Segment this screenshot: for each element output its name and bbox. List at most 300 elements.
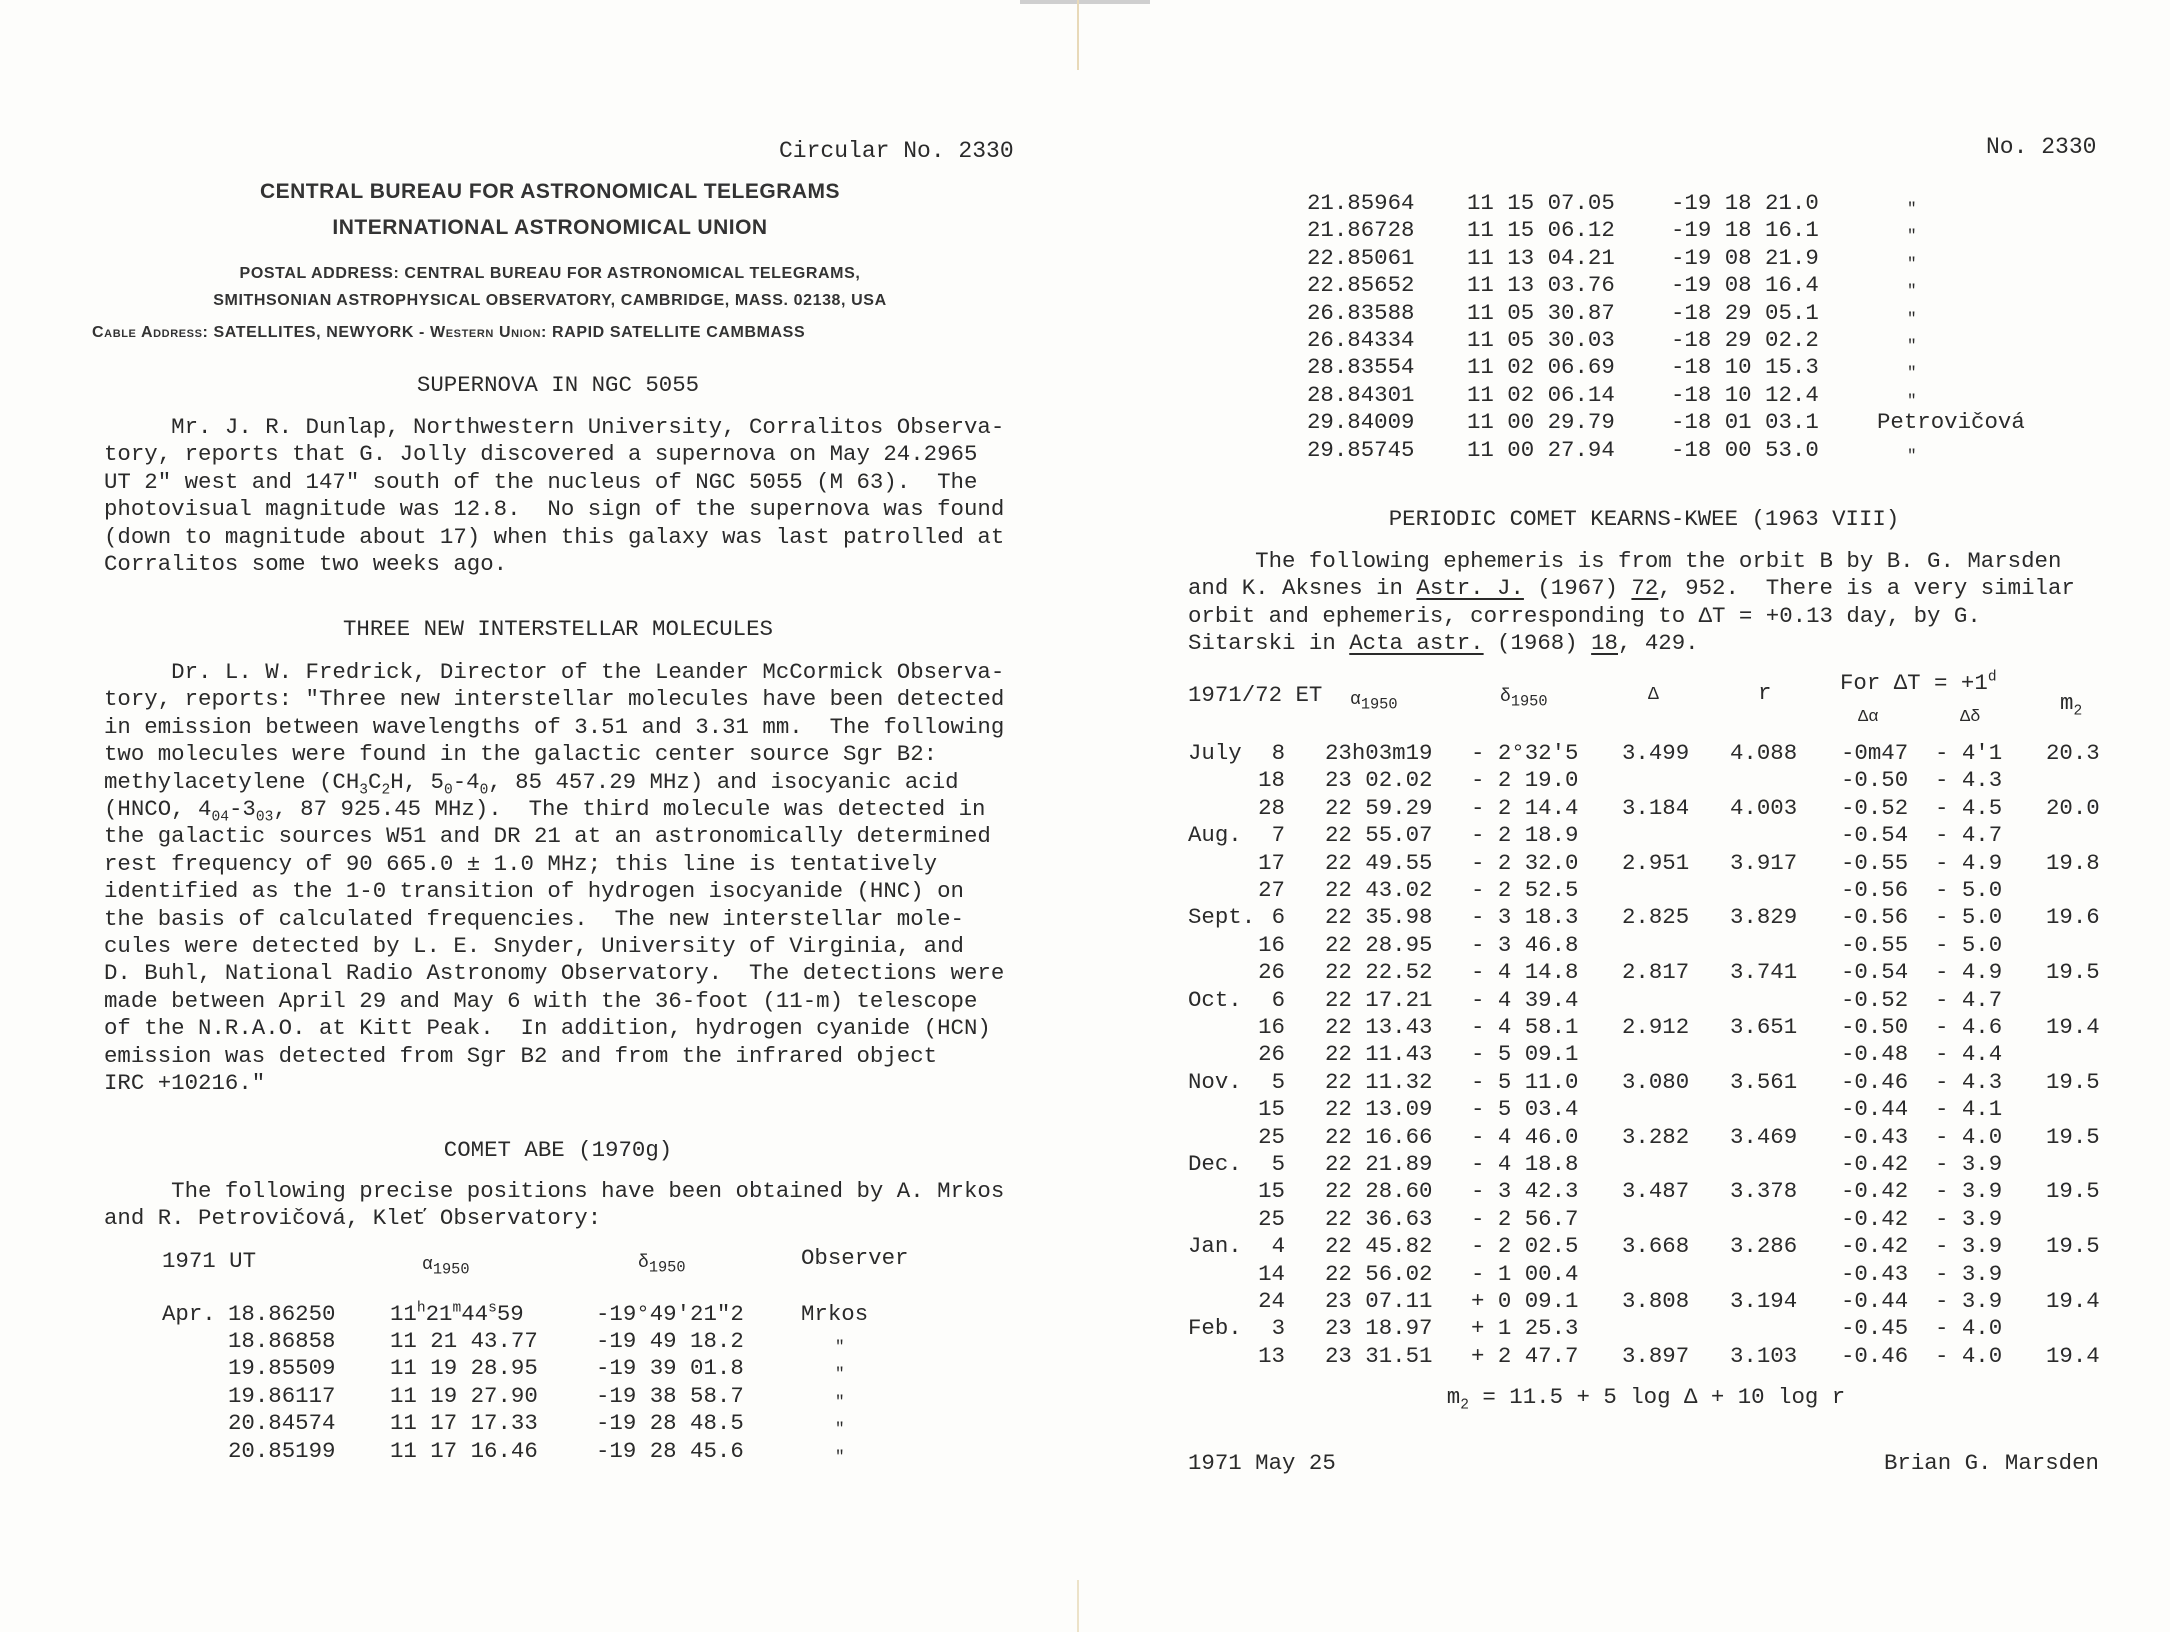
dec-cell: - 2 56.7 [1471, 1205, 1579, 1232]
delta-ra-cell: -0.56 [1841, 904, 1909, 931]
text-line: IRC +10216." [104, 1070, 266, 1097]
formula-line-methylacetylene [104, 768, 1004, 799]
month-cell: Aug. [1188, 822, 1242, 849]
text-line-with-citation [1188, 630, 2075, 657]
dec-cell: - 4 58.1 [1471, 1014, 1579, 1040]
col-header-ra [422, 1252, 470, 1279]
date-cell: 20.84574 [228, 1410, 336, 1437]
text-line: tory, reports that G. Jolly discovered a supernova on May 24.2965 [104, 441, 978, 468]
text-line: the galactic sources W51 and DR 21 at an astronomically determined [104, 823, 991, 850]
text-line-with-citation [1188, 575, 2075, 602]
ra-cell: 11 00 27.94 [1467, 436, 1615, 463]
day-cell: 26 [1258, 1041, 1285, 1068]
month-cell: Oct. [1188, 986, 1242, 1013]
dec-cell: - 4 39.4 [1471, 986, 1579, 1013]
magnitude-cell: 19.8 [2046, 849, 2100, 876]
ditto-mark: " [1907, 200, 1917, 218]
text-fragment: H, 5 [390, 768, 444, 795]
text-fragment: methylacetylene (CH [104, 768, 360, 795]
magnitude-cell: 20.0 [2046, 794, 2100, 821]
subscript: 04 [211, 809, 229, 826]
delta-ra-cell: -0.52 [1841, 986, 1909, 1013]
postal-address-line2: SMITHSONIAN ASTROPHYSICAL OBSERVATORY, CAMBRIDGE, MASS. 02138, USA [213, 292, 887, 309]
dec-cell: - 2 14.4 [1471, 794, 1579, 821]
magnitude-cell: 19.5 [2046, 1123, 2100, 1150]
day-cell: 16 [1258, 1014, 1285, 1040]
signature: Brian G. Marsden [1884, 1450, 2099, 1476]
month-cell: Feb. [1188, 1315, 1242, 1342]
delta-ra-cell: -0.50 [1841, 1014, 1909, 1040]
dec-cell: - 4 46.0 [1471, 1123, 1579, 1150]
magnitude-cell: 19.5 [2046, 1178, 2100, 1205]
delta-ra-cell: -0.56 [1841, 877, 1909, 903]
day-cell: 26 [1258, 959, 1285, 986]
day-cell: 8 [1271, 740, 1285, 766]
date-cell: 19.86117 [228, 1382, 336, 1409]
month-cell: Jan. [1188, 1233, 1242, 1260]
ra-cell: 22 49.55 [1325, 849, 1433, 876]
delta-dec-cell: - 3.9 [1935, 1260, 2003, 1287]
ra-minutes: 21 [425, 1301, 453, 1327]
ra-cell: 22 16.66 [1325, 1123, 1433, 1150]
ra-cell: 22 22.52 [1325, 959, 1433, 986]
geocentric-distance-cell: 3.808 [1622, 1288, 1690, 1314]
text-fragment: m [2060, 690, 2074, 716]
ra-cell: 11 13 03.76 [1467, 272, 1615, 299]
subscript: 2 [1460, 1397, 1469, 1414]
ra-cell: 11 19 27.90 [390, 1382, 538, 1409]
delta-ra-cell: -0.46 [1841, 1342, 1909, 1369]
dec-cell: -19 49 18.2 [596, 1328, 744, 1354]
alpha-symbol: α [1350, 690, 1361, 710]
ra-cell: 11 05 30.87 [1467, 299, 1615, 326]
delta-dec-cell: - 3.9 [1935, 1178, 2003, 1205]
heliocentric-distance-cell: 3.829 [1730, 904, 1798, 931]
delta-ra-cell: -0.54 [1841, 822, 1909, 849]
ditto-mark: " [835, 1338, 845, 1356]
month-cell: Dec. [1188, 1151, 1242, 1177]
col-header-r: r [1758, 680, 1772, 706]
ditto-mark: " [1907, 227, 1917, 246]
dec-cell: - 2 18.9 [1471, 822, 1579, 849]
day-cell: 28 [1258, 794, 1285, 821]
delta-dec-cell: - 4.0 [1935, 1123, 2003, 1150]
ra-fraction: 59 [496, 1301, 524, 1327]
ra-cell: 22 56.02 [1325, 1260, 1433, 1287]
ditto-mark: " [1907, 391, 1917, 410]
day-cell: 6 [1271, 904, 1285, 931]
journal-name: Astr. J. [1416, 575, 1524, 602]
dec-cell: - 4 18.8 [1471, 1151, 1579, 1177]
date-cell: 18.86858 [228, 1328, 336, 1354]
day-cell: 16 [1258, 931, 1285, 958]
delta-dec-cell: - 4.9 [1935, 959, 2003, 986]
delta-dec-cell: - 4.6 [1935, 1014, 2003, 1040]
subscript: 3 [359, 782, 369, 799]
dec-cell: - 3 42.3 [1471, 1178, 1579, 1205]
delta-dec-cell: - 4.7 [1935, 986, 2003, 1013]
delta-ra-cell: -0.55 [1841, 849, 1909, 876]
magnitude-cell: 19.5 [2046, 1068, 2100, 1095]
delta-ra-cell: -0.42 [1841, 1233, 1909, 1260]
dec-cell: - 5 11.0 [1471, 1068, 1579, 1095]
col-header-delta: Δ [1648, 685, 1659, 705]
text-line: UT 2" west and 147" south of the nucleus of NGC 5055 (M 63). The [104, 468, 978, 495]
ra-cell: 23 02.02 [1325, 767, 1433, 794]
delta-ra-cell: -0.44 [1841, 1096, 1909, 1123]
delta-dec-cell: - 5.0 [1935, 877, 2003, 903]
month-cell: Apr. [162, 1301, 216, 1327]
ra-cell: 22 13.09 [1325, 1096, 1433, 1123]
day-cell: 27 [1258, 877, 1285, 903]
ra-cell: 11 02 06.69 [1467, 354, 1615, 381]
dec-cell: - 2°32'5 [1471, 740, 1579, 766]
text-line: tory, reports: "Three new interstellar molecules have been detected [104, 686, 1005, 713]
dec-cell: -18 10 12.4 [1671, 381, 1819, 408]
magnitude-cell: 19.4 [2046, 1014, 2100, 1040]
dec-cell: -19 18 21.0 [1671, 190, 1819, 216]
magnitude-formula [1188, 1384, 2104, 1414]
text-line: of the N.R.A.O. at Kitt Peak. In addition, hydrogen cyanide (HCN) [104, 1015, 991, 1042]
date-cell: 22.85652 [1307, 272, 1415, 299]
page-fold [1077, 0, 1079, 70]
text-fragment: = 11.5 + 5 log Δ + 10 log r [1468, 1384, 1846, 1410]
col-header-date: 1971 UT [162, 1248, 257, 1274]
text-line: The following precise positions have been obtained by A. Mrkos [104, 1178, 1005, 1204]
dec-cell: -19 28 45.6 [596, 1437, 744, 1464]
molecules-heading: THREE NEW INTERSTELLAR MOLECULES [343, 616, 773, 642]
heliocentric-distance-cell: 3.651 [1730, 1014, 1798, 1040]
comet-abe-heading: COMET ABE (1970g) [443, 1137, 673, 1163]
col-header-dec [1500, 684, 1548, 711]
subscript: 0 [479, 782, 489, 799]
western-union-label: Western Union: [430, 324, 547, 341]
text-fragment: and K. Aksnes in [1188, 575, 1417, 602]
day-cell: 5 [1271, 1068, 1285, 1095]
dec-cell: - 2 52.5 [1471, 877, 1579, 903]
date-cell: 21.86728 [1307, 217, 1415, 244]
dec-cell: - 3 18.3 [1471, 904, 1579, 931]
dec-cell: - 4 14.8 [1471, 959, 1579, 986]
delta-ra-cell: -0.52 [1841, 794, 1909, 821]
ra-cell: 22 28.60 [1325, 1178, 1433, 1205]
geocentric-distance-cell: 2.951 [1622, 849, 1690, 876]
ditto-mark: " [1907, 309, 1917, 328]
epoch-subscript: 1950 [648, 1258, 686, 1277]
subscript: 2 [381, 782, 391, 799]
text-line: Corralitos some two weeks ago. [104, 551, 508, 578]
kearns-kwee-heading: PERIODIC COMET KEARNS-KWEE (1963 VIII) [1388, 506, 1900, 532]
month-cell: Sept. [1188, 904, 1256, 931]
heliocentric-distance-cell: 3.194 [1730, 1288, 1798, 1314]
dec-cell: - 5 09.1 [1471, 1041, 1579, 1068]
text-fragment: m [1446, 1384, 1461, 1410]
cable-value: SATELLITES, NEWYORK [213, 324, 414, 341]
ditto-mark: " [1907, 337, 1917, 355]
ra-hours: 11 [390, 1301, 417, 1327]
text-fragment: (1967) [1523, 575, 1632, 602]
dec-cell: -18 29 02.2 [1671, 327, 1819, 353]
magnitude-cell: 19.5 [2046, 1233, 2100, 1260]
geocentric-distance-cell: 3.080 [1622, 1068, 1690, 1095]
col-header-ra [1350, 687, 1398, 714]
delta-dec-cell: - 4.5 [1935, 794, 2003, 821]
volume-number: 72 [1631, 575, 1659, 602]
dec-cell: + 1 25.3 [1471, 1315, 1579, 1342]
day-cell: 18 [1258, 767, 1285, 794]
journal-name: Acta astr. [1349, 630, 1484, 657]
day-cell: 15 [1258, 1096, 1285, 1123]
observer-cell: Petrovičová [1877, 409, 2025, 436]
magnitude-cell: 20.3 [2046, 740, 2100, 766]
text-line: made between April 29 and May 6 with the 36-foot (11-m) telescope [104, 987, 978, 1014]
dec-cell: -19 28 48.5 [596, 1410, 744, 1437]
dec-cell: + 2 47.7 [1471, 1342, 1579, 1369]
geocentric-distance-cell: 3.499 [1622, 740, 1690, 766]
ditto-mark: " [1907, 364, 1917, 383]
magnitude-cell: 19.4 [2046, 1342, 2100, 1369]
delta-ra-cell: -0.42 [1841, 1205, 1909, 1232]
dec-cell: -18 29 05.1 [1671, 299, 1819, 326]
delta-ra-cell: -0.44 [1841, 1288, 1909, 1314]
heliocentric-distance-cell: 3.103 [1730, 1342, 1798, 1369]
delta-dec-cell: - 4.3 [1935, 1068, 2003, 1095]
ditto-mark: " [1907, 446, 1917, 465]
geocentric-distance-cell: 3.487 [1622, 1178, 1690, 1205]
heliocentric-distance-cell: 3.741 [1730, 959, 1798, 986]
ra-cell: 11 15 07.05 [1467, 190, 1615, 216]
heliocentric-distance-cell: 3.378 [1730, 1178, 1798, 1205]
dec-cell: -18 10 15.3 [1671, 354, 1819, 381]
volume-number: 18 [1591, 630, 1618, 657]
delta-dec-cell: - 5.0 [1935, 904, 2003, 931]
ra-cell: 11 21 43.77 [390, 1328, 538, 1354]
text-line: orbit and ephemeris, corresponding to ΔT = +0.13 day, by G. [1188, 602, 1981, 629]
text-line: identified as the 1-0 transition of hydrogen isocyanide (HNC) on [104, 878, 964, 905]
heliocentric-distance-cell: 3.917 [1730, 849, 1798, 876]
date-cell: 20.85199 [228, 1437, 336, 1464]
delta-ra-cell: -0.42 [1841, 1151, 1909, 1177]
geocentric-distance-cell: 2.825 [1622, 904, 1690, 931]
heliocentric-distance-cell: 3.469 [1730, 1123, 1798, 1150]
ra-cell: 11 15 06.12 [1467, 217, 1615, 244]
scan-edge [1020, 0, 1150, 4]
day-cell: 25 [1258, 1205, 1285, 1232]
col-header-dra: Δα [1858, 708, 1879, 727]
day-cell: 6 [1271, 986, 1285, 1013]
delta-dec-cell: - 4.0 [1935, 1342, 2003, 1369]
ditto-mark: " [835, 1447, 845, 1466]
geocentric-distance-cell: 3.282 [1622, 1123, 1690, 1150]
delta-ra-cell: -0.43 [1841, 1260, 1909, 1287]
molecules-body [104, 659, 1004, 1098]
ra-cell: 11 17 17.33 [390, 1410, 538, 1437]
dec-cell: -18 01 03.1 [1671, 409, 1819, 436]
text-fragment: -3 [228, 796, 256, 823]
date-cell: 21.85964 [1307, 190, 1415, 216]
ra-cell: 23h03m19 [1325, 740, 1433, 766]
text-fragment: -4 [452, 768, 480, 795]
date-cell: 26.84334 [1307, 327, 1415, 353]
text-line: two molecules were found in the galactic center source Sgr B2: [104, 741, 938, 768]
ra-cell: 23 31.51 [1325, 1342, 1433, 1369]
delta-dec-cell: - 3.9 [1935, 1205, 2003, 1232]
date-cell: 29.85745 [1307, 436, 1415, 463]
delta-dec-cell: - 4'1 [1935, 740, 2003, 766]
day-cell: 13 [1258, 1342, 1285, 1369]
ra-cell: 22 43.02 [1325, 877, 1433, 903]
text-fragment: Sitarski in [1188, 630, 1350, 657]
geocentric-distance-cell: 3.897 [1622, 1342, 1690, 1369]
date-cell: 18.86250 [228, 1301, 336, 1327]
text-line: cules were detected by L. E. Snyder, University of Virginia, and [104, 933, 964, 960]
delta-dec-cell: - 3.9 [1935, 1288, 2003, 1314]
delta-ra-cell: -0.54 [1841, 959, 1909, 986]
col-header-ddec: Δδ [1960, 708, 1981, 727]
magnitude-cell: 19.4 [2046, 1288, 2100, 1314]
union-title: INTERNATIONAL ASTRONOMICAL UNION [332, 216, 768, 239]
delta-dec-cell: - 4.9 [1935, 849, 2003, 876]
day-cell: 14 [1258, 1260, 1285, 1287]
ra-cell: 22 13.43 [1325, 1014, 1433, 1040]
day-cell: 5 [1271, 1151, 1285, 1177]
page-fold-bottom [1077, 1580, 1079, 1632]
ra-cell: 22 28.95 [1325, 931, 1433, 958]
text-line: D. Buhl, National Radio Astronomy Observatory. The detections were [104, 960, 1005, 987]
ra-cell: 11 05 30.03 [1467, 327, 1615, 353]
ra-cell: 23 18.97 [1325, 1315, 1433, 1342]
supernova-body [104, 414, 1004, 578]
comet-abe-intro [104, 1178, 1004, 1233]
text-fragment: For ΔT = +1 [1840, 670, 1988, 696]
date-cell: 29.84009 [1307, 409, 1415, 436]
col-header-dec [638, 1250, 686, 1277]
ditto-mark: " [835, 1420, 845, 1439]
col-header-date: 1971/72 ET [1188, 682, 1323, 708]
ra-cell: 22 59.29 [1325, 794, 1433, 821]
ra-seconds: 44 [461, 1301, 489, 1327]
epoch-subscript: 1950 [1510, 692, 1548, 711]
text-line: and R. Petrovičová, Kleť Observatory: [104, 1205, 602, 1232]
delta-dec-cell: - 4.0 [1935, 1315, 2003, 1342]
text-line: in emission between wavelengths of 3.51 and 3.31 mm. The following [104, 713, 1005, 740]
month-cell: July [1188, 740, 1242, 766]
geocentric-distance-cell: 3.184 [1622, 794, 1690, 821]
text-line: Dr. L. W. Fredrick, Director of the Leander McCormick Observa- [104, 659, 1005, 685]
text-fragment: (1968) [1483, 630, 1592, 657]
epoch-subscript: 1950 [1360, 695, 1398, 714]
formula-line-isocyanic-acid [104, 796, 1004, 826]
ra-cell: 22 36.63 [1325, 1205, 1433, 1232]
subscript: 03 [255, 809, 274, 826]
delta-symbol: δ [1500, 687, 1511, 707]
ra-cell: 22 11.43 [1325, 1041, 1433, 1068]
subscript: 2 [2073, 703, 2083, 720]
ditto-mark: " [835, 1392, 845, 1411]
heliocentric-distance-cell: 4.088 [1730, 740, 1798, 766]
day-cell: 15 [1258, 1178, 1285, 1205]
delta-ra-cell: -0.48 [1841, 1041, 1909, 1068]
delta-ra-cell: -0.45 [1841, 1315, 1909, 1342]
date-cell: 26.83588 [1307, 299, 1415, 326]
dec-cell: -19 39 01.8 [596, 1355, 744, 1382]
text-line: rest frequency of 90 665.0 ± 1.0 MHz; this line is tentatively [104, 850, 938, 877]
delta-ra-cell: -0.46 [1841, 1068, 1909, 1095]
magnitude-cell: 19.5 [2046, 959, 2100, 986]
day-cell: 4 [1271, 1233, 1285, 1260]
ra-cell: 22 45.82 [1325, 1233, 1433, 1260]
dec-cell: - 1 00.4 [1471, 1260, 1579, 1287]
subscript: 0 [443, 782, 453, 799]
circular-number: Circular No. 2330 [779, 138, 1014, 164]
text-line: the basis of calculated frequencies. The new interstellar mole- [104, 905, 964, 932]
day-cell: 3 [1271, 1315, 1285, 1342]
month-cell: Nov. [1188, 1068, 1242, 1095]
geocentric-distance-cell: 2.817 [1622, 959, 1690, 986]
dec-cell: - 5 03.4 [1471, 1096, 1579, 1123]
dec-cell: -19°49'21"2 [596, 1301, 744, 1327]
delta-ra-cell: -0.42 [1841, 1178, 1909, 1205]
text-fragment: , 429. [1618, 630, 1699, 657]
dec-cell: - 2 32.0 [1471, 849, 1579, 876]
ra-cell: 22 21.89 [1325, 1151, 1433, 1177]
postal-address-line1: POSTAL ADDRESS: CENTRAL BUREAU FOR ASTRONOMICAL TELEGRAMS, [239, 265, 861, 282]
western-union-value: RAPID SATELLITE CAMBMASS [552, 324, 806, 341]
page-number: No. 2330 [1986, 134, 2097, 160]
dec-cell: - 2 02.5 [1471, 1233, 1579, 1260]
date-cell: 19.85509 [228, 1355, 336, 1382]
ra-cell: 11 19 28.95 [390, 1355, 538, 1382]
dec-cell: -19 08 21.9 [1671, 244, 1819, 271]
geocentric-distance-cell: 2.912 [1622, 1014, 1690, 1040]
dec-cell: -19 08 16.4 [1671, 272, 1819, 299]
ra-cell: 22 11.32 [1325, 1068, 1433, 1095]
delta-ra-cell: -0.55 [1841, 931, 1909, 958]
dec-cell: -19 38 58.7 [596, 1382, 744, 1409]
text-line: emission was detected from Sgr B2 and from the infrared object [104, 1042, 938, 1069]
text-fragment: , 952. There is a very similar [1658, 575, 2075, 602]
delta-dec-cell: - 4.4 [1935, 1041, 2003, 1068]
epoch-subscript: 1950 [432, 1260, 470, 1279]
supernova-heading: SUPERNOVA IN NGC 5055 [416, 372, 700, 398]
dec-cell: + 0 09.1 [1471, 1288, 1579, 1314]
delta-dec-cell: - 4.3 [1935, 767, 2003, 794]
day-cell: 25 [1258, 1123, 1285, 1150]
ra-cell: 11 17 16.46 [390, 1437, 538, 1464]
col-header-for-delta-t [1840, 670, 1997, 697]
ditto-mark: " [1907, 282, 1917, 301]
geocentric-distance-cell: 3.668 [1622, 1233, 1690, 1260]
delta-ra-cell: -0m47 [1841, 740, 1909, 766]
text-fragment: C [368, 768, 382, 795]
day-cell: 7 [1271, 822, 1285, 849]
alpha-symbol: α [422, 1255, 433, 1275]
text-fragment: (HNCO, 4 [104, 796, 212, 823]
dec-cell: - 2 19.0 [1471, 767, 1579, 794]
text-line: The following ephemeris is from the orbit B by B. G. Marsden [1188, 548, 2062, 574]
delta-dec-cell: - 5.0 [1935, 931, 2003, 958]
dec-cell: -19 18 16.1 [1671, 217, 1819, 244]
heliocentric-distance-cell: 3.286 [1730, 1233, 1798, 1260]
text-line: (down to magnitude about 17) when this galaxy was last patrolled at [104, 523, 1005, 550]
ra-cell: 22 35.98 [1325, 904, 1433, 931]
day-cell: 24 [1258, 1288, 1285, 1314]
heliocentric-distance-cell: 4.003 [1730, 794, 1798, 821]
heliocentric-distance-cell: 3.561 [1730, 1068, 1798, 1095]
issue-date: 1971 May 25 [1188, 1450, 1336, 1476]
day-cell: 17 [1258, 849, 1285, 876]
delta-dec-cell: - 4.1 [1935, 1096, 2003, 1123]
